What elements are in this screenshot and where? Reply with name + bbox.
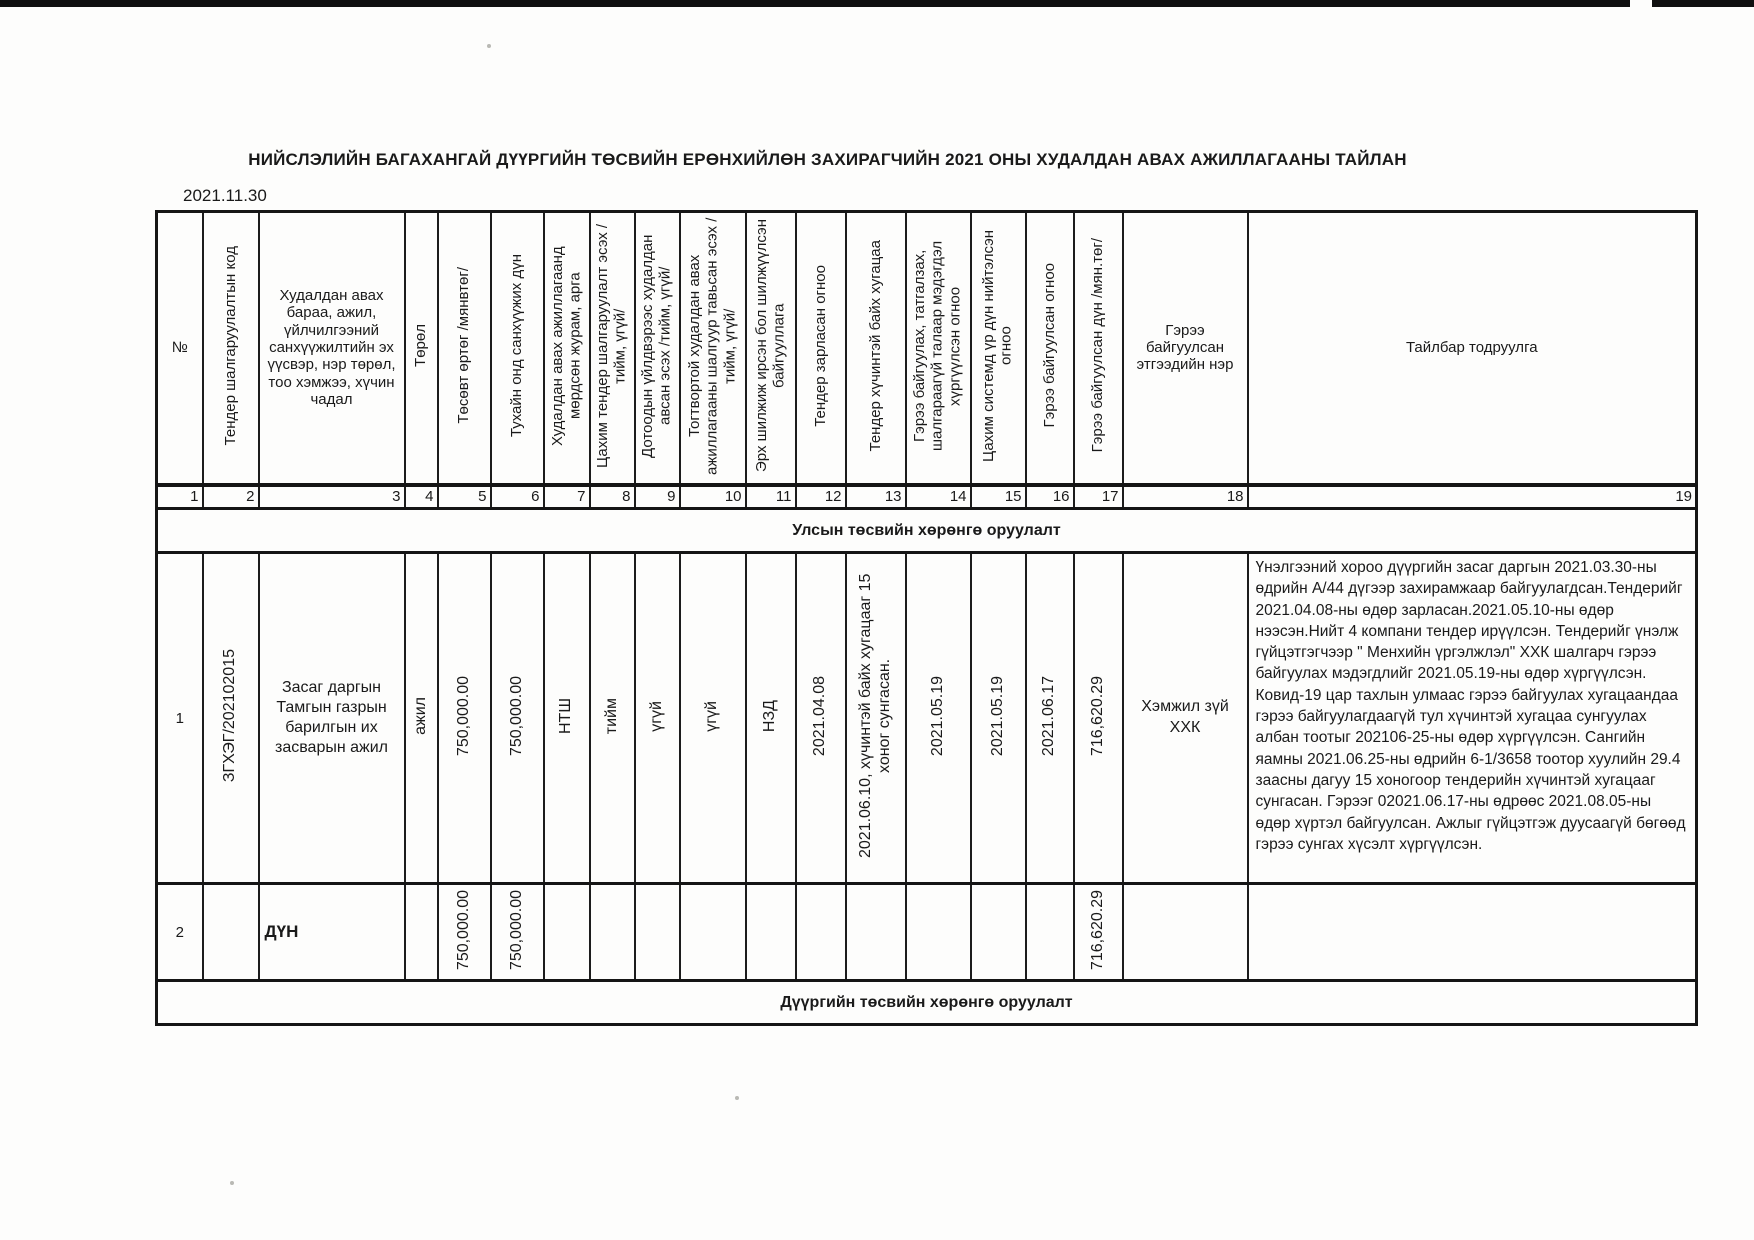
cell-e-tender: тийм bbox=[590, 553, 635, 884]
cell-domestic: үгүй bbox=[635, 553, 680, 884]
cell-remarks: Үнэлгээний хороо дүүргийн засаг даргын 2021.03.30-ны өдрийн А/44 дүгээр захирамжаар байгуулагдсан.Тендерийг 2021.04.08-ны өдөр зарласан.2021.05.10-ны өдөр нээсэн.Нийт 4 компани тендер ирүүлсэн. Тендерийг үнэлж гүйцэтгэгчээр " Менхийн үргэлжлэл" ХХК шалгарч гэрээ байгуулах мэдэгдлийг 2021.05.19-ны өдөр хүргүүлсэн. Ковид-19 цар тахлын улмаас гэрээ байгуулах хугацаандаа гэрээ байгуулагдаагүй тул хүчинтэй хугацаа сунгуулах албан тоотыг 202106-25-ны өдөр хүргүүлсэн. Сангийн яамны 2021.06.25-ны өдрийн 6-1/3658 тоотор хуулийн 29.4 заасны дагуу 15 хоногоор тендерийн хүчинтэй хугацааг сунгасан. Гэрээг 02021.06.17-ны өдрөөс 2021.08.05-ны өдөр хүртэл байгуулсан. Ажлыг гүйцэтгэж дуусаагүй бөгөөд гэрээ сунгах хүсэлт хүргүүлсэн. bbox=[1248, 553, 1697, 884]
cell-empty bbox=[796, 884, 846, 981]
col-header-remarks: Тайлбар тодруулга bbox=[1248, 212, 1697, 485]
cell-empty bbox=[1026, 884, 1074, 981]
scan-speck bbox=[735, 1096, 739, 1100]
table-row-total bbox=[157, 884, 1697, 981]
procurement-report-table bbox=[155, 210, 1698, 1026]
cell-empty bbox=[590, 884, 635, 981]
cell-notice-date: 2021.05.19 bbox=[906, 553, 971, 884]
col-num: 4 bbox=[405, 485, 438, 509]
cell-empty bbox=[906, 884, 971, 981]
cell-total-label: ДҮН bbox=[259, 884, 405, 981]
col-num: 12 bbox=[796, 485, 846, 509]
cell-empty bbox=[680, 884, 746, 981]
cell-empty bbox=[971, 884, 1026, 981]
col-num: 5 bbox=[438, 485, 491, 509]
cell-contractor: Хэмжил зүй ХХК bbox=[1123, 553, 1248, 884]
cell-contract-date: 2021.06.17 bbox=[1026, 553, 1074, 884]
scan-top-edge-gap bbox=[1630, 0, 1652, 7]
col-num: 13 bbox=[846, 485, 906, 509]
cell-year-financing: 750,000.00 bbox=[491, 553, 544, 884]
col-num: 19 bbox=[1248, 485, 1697, 509]
cell-empty bbox=[746, 884, 796, 981]
col-header-announced-date: Тендер зарласан огноо bbox=[796, 212, 846, 485]
report-date: 2021.11.30 bbox=[183, 186, 267, 205]
cell-sustainable: үгүй bbox=[680, 553, 746, 884]
column-number-row bbox=[157, 485, 1697, 509]
col-num: 16 bbox=[1026, 485, 1074, 509]
cell-no: 1 bbox=[157, 553, 203, 884]
col-num: 17 bbox=[1074, 485, 1123, 509]
report-title: НИЙСЛЭЛИЙН БАГАХАНГАЙ ДҮҮРГИЙН ТӨСВИЙН ЕРӨНХИЙЛӨН ЗАХИРАГЧИЙН 2021 ОНЫ ХУДАЛДАН АВАХ АЖИЛЛАГААНЫ ТАЙЛАН bbox=[248, 150, 1407, 169]
cell-type: ажил bbox=[405, 553, 438, 884]
cell-empty bbox=[846, 884, 906, 981]
col-num: 18 bbox=[1123, 485, 1248, 509]
cell-empty bbox=[1248, 884, 1697, 981]
cell-budget-cost: 750,000.00 bbox=[438, 553, 491, 884]
cell-item-name: Засаг даргын Тамгын газрын барилгын их засварын ажил bbox=[259, 553, 405, 884]
cell-total-budget: 750,000.00 bbox=[438, 884, 491, 981]
col-header-sustainable: Тогтвортой худалдан авах ажиллагааны шалгуур тавьсан эсэх /тийм, үгүй/ bbox=[680, 212, 746, 485]
scan-speck bbox=[487, 44, 491, 48]
col-header-tender-code: Тендер шалгаруулалтын код bbox=[203, 212, 259, 485]
cell-total-year-financing: 750,000.00 bbox=[491, 884, 544, 981]
cell-empty bbox=[635, 884, 680, 981]
cell-empty bbox=[1123, 884, 1248, 981]
header-row bbox=[157, 212, 1697, 485]
col-num: 2 bbox=[203, 485, 259, 509]
col-num: 14 bbox=[906, 485, 971, 509]
col-header-type: Төрөл bbox=[405, 212, 438, 485]
cell-empty bbox=[203, 884, 259, 981]
cell-total-contract-amount: 716,620.29 bbox=[1074, 884, 1123, 981]
col-header-budget-cost: Төсөвт өртөг /мянвтөг/ bbox=[438, 212, 491, 485]
section-row-state-budget bbox=[157, 509, 1697, 553]
col-num: 15 bbox=[971, 485, 1026, 509]
col-header-procedure: Худалдан авах ажиллагаанд мөрдсөн журам, арга bbox=[544, 212, 590, 485]
section-title-district-budget: Дүүргийн төсвийн хөрөнгө оруулалт bbox=[157, 981, 1697, 1025]
section-row-district-budget bbox=[157, 981, 1697, 1025]
table-row-1 bbox=[157, 553, 1697, 884]
cell-no: 2 bbox=[157, 884, 203, 981]
cell-announced-date: 2021.04.08 bbox=[796, 553, 846, 884]
scan-top-edge bbox=[0, 0, 1754, 7]
col-header-transferred-org: Эрх шилжиж ирсэн бол шилжүүлсэн байгууллага bbox=[746, 212, 796, 485]
col-header-validity: Тендер хүчинтэй байх хугацаа bbox=[846, 212, 906, 485]
cell-published-date: 2021.05.19 bbox=[971, 553, 1026, 884]
section-title-state-budget: Улсын төсвийн хөрөнгө оруулалт bbox=[157, 509, 1697, 553]
cell-empty bbox=[405, 884, 438, 981]
cell-empty bbox=[544, 884, 590, 981]
col-header-published-date: Цахим системд үр дүн нийтэлсэн огноо bbox=[971, 212, 1026, 485]
col-num: 6 bbox=[491, 485, 544, 509]
col-header-contract-amount: Гэрээ байгуулсан дүн /мян.төг/ bbox=[1074, 212, 1123, 485]
col-num: 8 bbox=[590, 485, 635, 509]
cell-procedure: НТШ bbox=[544, 553, 590, 884]
col-header-contract-date: Гэрээ байгуулсан огноо bbox=[1026, 212, 1074, 485]
col-num: 9 bbox=[635, 485, 680, 509]
cell-transferred-org: НЗД bbox=[746, 553, 796, 884]
col-header-no: № bbox=[157, 212, 203, 485]
col-header-item-name: Худалдан авах бараа, ажил, үйлчилгээний санхүүжилтийн эх үүсвэр, нэр төрөл, тоо хэмжээ, хүчин чадал bbox=[259, 212, 405, 485]
col-num: 3 bbox=[259, 485, 405, 509]
col-header-contractor: Гэрээ байгуулсан этгээдийн нэр bbox=[1123, 212, 1248, 485]
col-header-domestic: Дотоодын үйлдвэрээс худалдан авсан эсэх /тийм, үгүй/ bbox=[635, 212, 680, 485]
cell-tender-code: ЗГХЭГ/202102015 bbox=[203, 553, 259, 884]
col-num: 1 bbox=[157, 485, 203, 509]
col-header-notice-date: Гэрээ байгуулах, татгалзах, шалгараагүй талаар мэдэгдэл хүргүүлсэн огноо bbox=[906, 212, 971, 485]
col-num: 10 bbox=[680, 485, 746, 509]
cell-contract-amount: 716,620.29 bbox=[1074, 553, 1123, 884]
scan-speck bbox=[230, 1181, 234, 1185]
col-header-year-financing: Тухайн онд санхүүжих дүн bbox=[491, 212, 544, 485]
col-num: 7 bbox=[544, 485, 590, 509]
col-header-e-tender: Цахим тендер шалгаруулалт эсэх /тийм, үгүй/ bbox=[590, 212, 635, 485]
col-num: 11 bbox=[746, 485, 796, 509]
cell-validity: 2021.06.10, хүчинтэй байх хугацааг 15 хоног сунгасан. bbox=[846, 553, 906, 884]
